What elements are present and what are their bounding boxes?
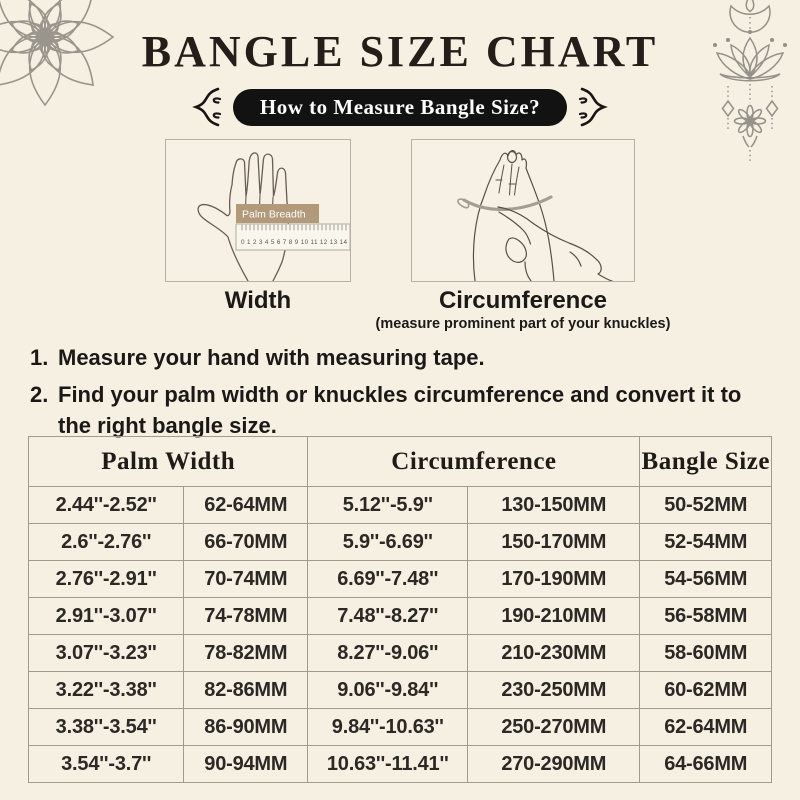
pointing-hand-outline (498, 207, 612, 281)
cell: 60-62MM (640, 672, 772, 709)
ruler (236, 224, 350, 250)
cell: 58-60MM (640, 635, 772, 672)
cell: 150-170MM (468, 524, 640, 561)
cell: 3.22''-3.38'' (29, 672, 184, 709)
cell: 170-190MM (468, 561, 640, 598)
table-row (29, 672, 772, 709)
width-label: Width (224, 287, 292, 314)
palm-breadth-tag (236, 204, 319, 223)
circumference-note: (measure prominent part of your knuckles) (375, 316, 671, 333)
cell: 8.27''-9.06'' (308, 635, 468, 672)
cell: 64-66MM (640, 746, 772, 783)
teardrop-icon (746, 0, 754, 12)
banner-pill: How to Measure Bangle Size? (233, 89, 567, 126)
cell: 74-78MM (184, 598, 308, 635)
cell: 10.63''-11.41'' (308, 746, 468, 783)
ruler-numbers: 0 1 2 3 4 5 6 7 8 9 10 11 12 13 14 (241, 239, 347, 246)
cell: 90-94MM (184, 746, 308, 783)
cell: 62-64MM (184, 487, 308, 524)
cell: 9.84''-10.63'' (308, 709, 468, 746)
figure-row (0, 139, 800, 282)
cell: 3.54''-3.7'' (29, 746, 184, 783)
cell: 250-270MM (468, 709, 640, 746)
banner-row (0, 86, 800, 128)
cell: 82-86MM (184, 672, 308, 709)
cell: 50-52MM (640, 487, 772, 524)
instruction-text: Measure your hand with measuring tape. (58, 345, 485, 370)
column-header-circumference: Circumference (308, 437, 640, 487)
flourish-right-icon (577, 86, 609, 128)
cell: 9.06''-9.84'' (308, 672, 468, 709)
column-header-palm-width: Palm Width (29, 437, 308, 487)
cell: 6.69''-7.48'' (308, 561, 468, 598)
cell: 3.07''-3.23'' (29, 635, 184, 672)
table-row (29, 635, 772, 672)
circumference-measurement-figure (411, 139, 635, 282)
column-header-bangle-size: Bangle Size (640, 437, 772, 487)
cell: 130-150MM (468, 487, 640, 524)
cell: 54-56MM (640, 561, 772, 598)
cell: 86-90MM (184, 709, 308, 746)
instruction-item (30, 342, 770, 373)
instruction-item (30, 379, 770, 441)
flourish-left-icon (191, 86, 223, 128)
bangle-size-table (28, 436, 772, 783)
figure-labels (0, 288, 800, 332)
cell: 56-58MM (640, 598, 772, 635)
cell: 2.76''-2.91'' (29, 561, 184, 598)
cell: 230-250MM (468, 672, 640, 709)
circumference-label: Circumference (438, 287, 608, 314)
table-row (29, 598, 772, 635)
cell: 70-74MM (184, 561, 308, 598)
instruction-text: Find your palm width or knuckles circumference and convert it to the right bangle size. (58, 382, 742, 439)
cell: 62-64MM (640, 709, 772, 746)
table-row (29, 709, 772, 746)
cell: 5.9''-6.69'' (308, 524, 468, 561)
cell: 2.6''-2.76'' (29, 524, 184, 561)
table-row (29, 746, 772, 783)
cell: 270-290MM (468, 746, 640, 783)
cell: 210-230MM (468, 635, 640, 672)
cell: 2.91''-3.07'' (29, 598, 184, 635)
table-row (29, 561, 772, 598)
table-row (29, 487, 772, 524)
cell: 5.12''-5.9'' (308, 487, 468, 524)
table-row (29, 524, 772, 561)
cell: 52-54MM (640, 524, 772, 561)
cell: 3.38''-3.54'' (29, 709, 184, 746)
cell: 190-210MM (468, 598, 640, 635)
page-title: BANGLE SIZE CHART (141, 27, 659, 76)
instructions (30, 342, 770, 448)
cell: 7.48''-8.27'' (308, 598, 468, 635)
cell: 66-70MM (184, 524, 308, 561)
fingernail (508, 152, 517, 163)
width-measurement-figure (165, 139, 351, 282)
cell: 78-82MM (184, 635, 308, 672)
svg-text:Palm Breadth: Palm Breadth (242, 208, 306, 221)
cell: 2.44''-2.52'' (29, 487, 184, 524)
table-header-row (29, 437, 772, 487)
instruction-number: 1. (30, 345, 49, 370)
instruction-number: 2. (30, 382, 49, 408)
